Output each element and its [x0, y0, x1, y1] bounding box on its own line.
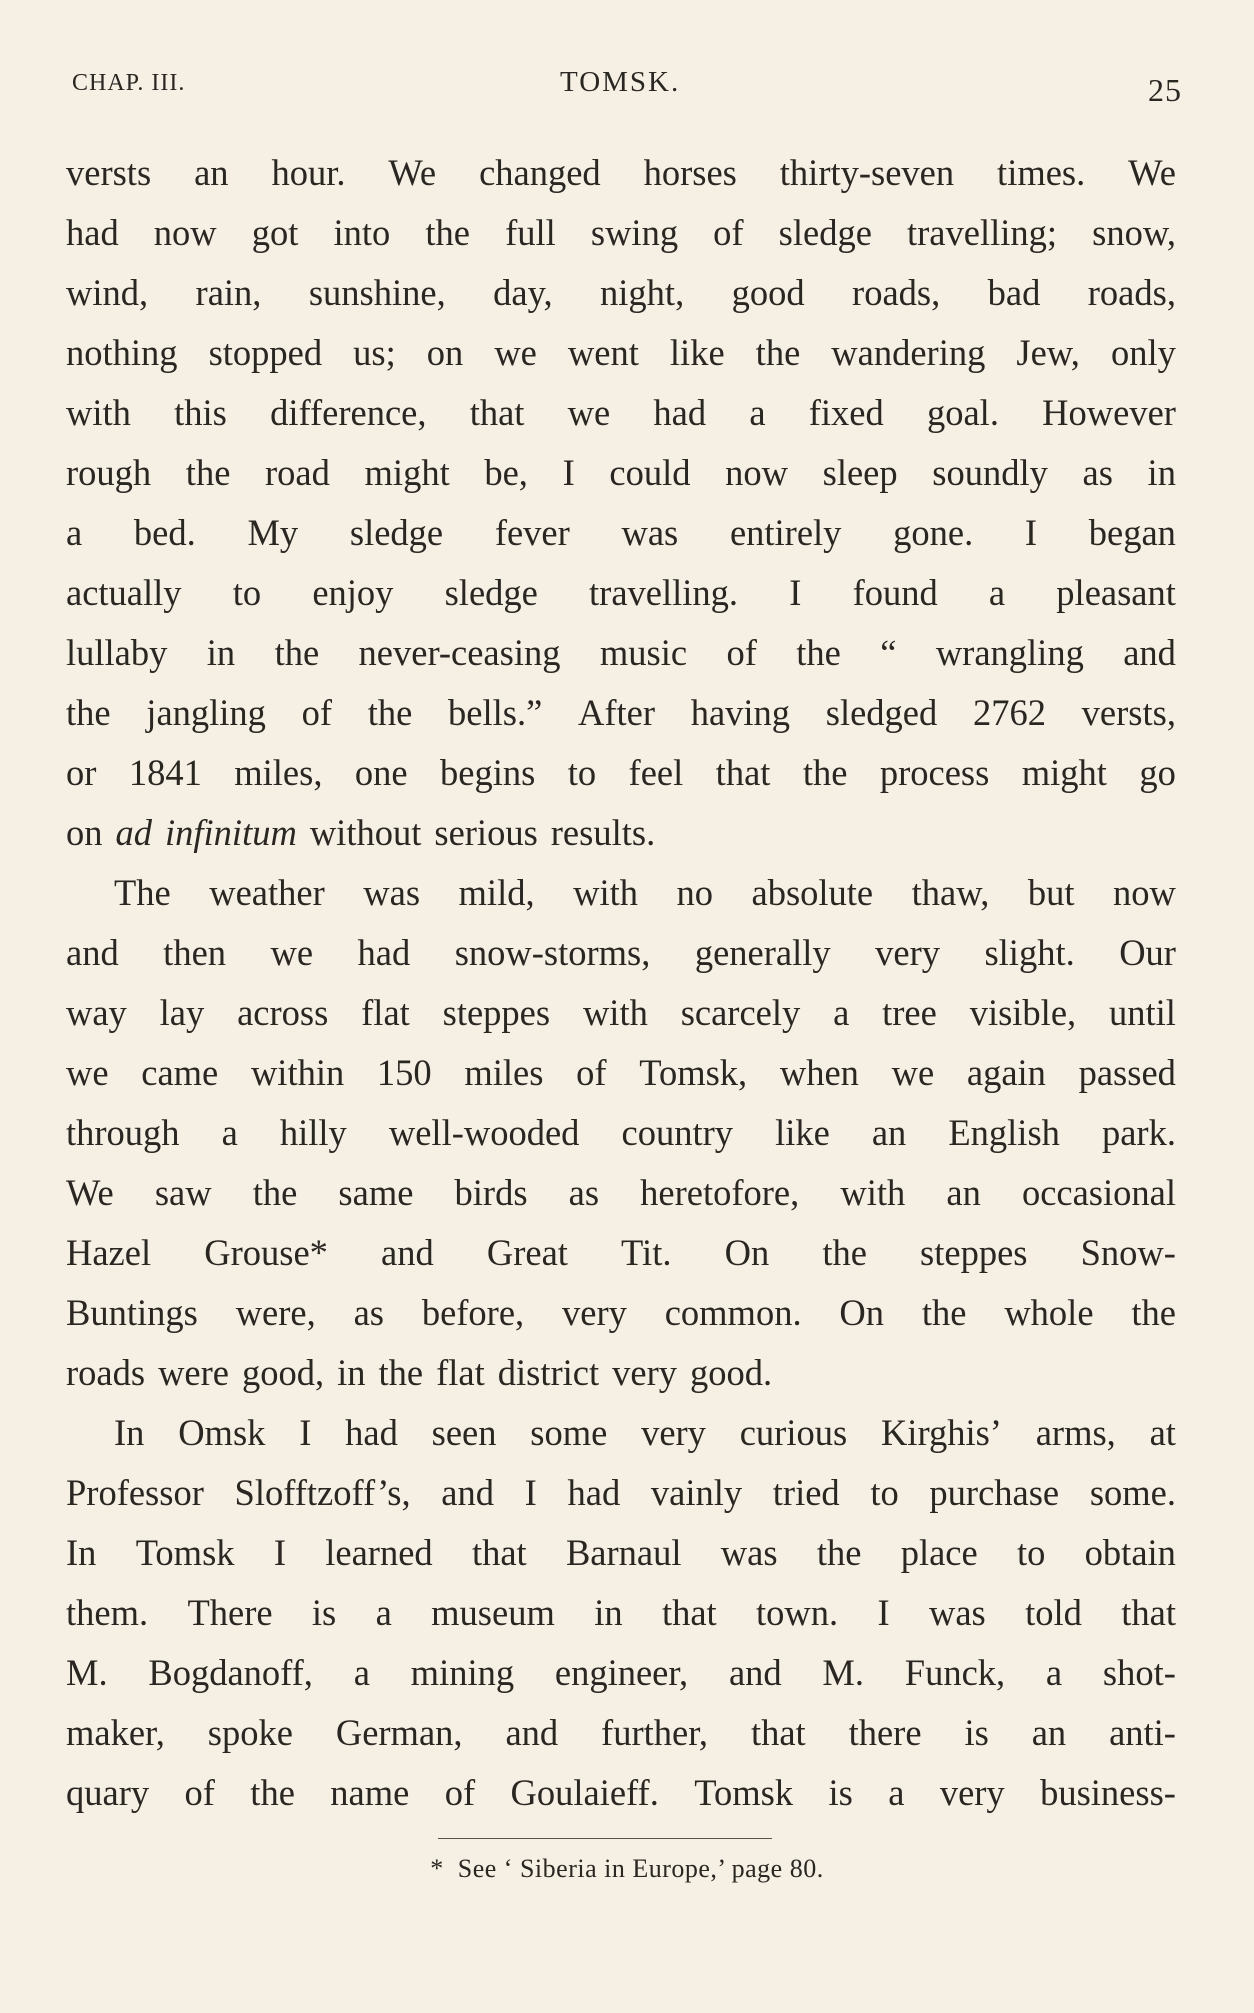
text-line: the jangling of the bells.” After having sledged 2762 versts,	[66, 692, 1176, 733]
text-line: on ad infinitum without serious results.	[66, 812, 656, 853]
text-line: versts an hour. We changed horses thirty-seven times. We	[66, 152, 1176, 193]
footnote-rule	[438, 1838, 772, 1839]
text-line: Buntings were, as before, very common. On the whole the	[66, 1292, 1176, 1333]
text-line: Hazel Grouse* and Great Tit. On the steppes Snow-	[66, 1232, 1176, 1273]
text-line: In Omsk I had seen some very curious Kirghis’ arms, at	[114, 1412, 1176, 1453]
text-line: or 1841 miles, one begins to feel that the process might go	[66, 752, 1176, 793]
text-line: Professor Slofftzoff’s, and I had vainly tried to purchase some.	[66, 1472, 1176, 1513]
text-line: way lay across flat steppes with scarcely a tree visible, until	[66, 992, 1176, 1033]
body-text	[66, 143, 1176, 1823]
text-line: M. Bogdanoff, a mining engineer, and M. Funck, a shot-	[66, 1652, 1176, 1693]
text-line: nothing stopped us; on we went like the wandering Jew, only	[66, 332, 1176, 373]
text-line: through a hilly well-wooded country like an English park.	[66, 1112, 1176, 1153]
text-line: We saw the same birds as heretofore, with an occasional	[66, 1172, 1176, 1213]
text-line: quary of the name of Goulaieff. Tomsk is a very business-	[66, 1772, 1176, 1813]
text-line: them. There is a museum in that town. I was told that	[66, 1592, 1176, 1633]
chapter-label: CHAP. III.	[72, 70, 186, 96]
text-line: we came within 150 miles of Tomsk, when we again passed	[66, 1052, 1176, 1093]
text-line: maker, spoke German, and further, that there is an anti-	[66, 1712, 1176, 1753]
text-line: actually to enjoy sledge travelling. I found a pleasant	[66, 572, 1176, 613]
text-line: with this difference, that we had a fixed goal. However	[66, 392, 1176, 433]
text-line: a bed. My sledge fever was entirely gone. I began	[66, 512, 1176, 553]
text-line: The weather was mild, with no absolute thaw, but now	[114, 872, 1176, 913]
text-line: lullaby in the never-ceasing music of the “ wrangling and	[66, 632, 1176, 673]
footnote-text: See ‘ Siberia in Europe,’ page 80.	[457, 1854, 824, 1883]
page-number: 25	[1148, 72, 1182, 108]
text-line: wind, rain, sunshine, day, night, good roads, bad roads,	[66, 272, 1176, 313]
footnote-marker: *	[430, 1854, 444, 1883]
text-line: and then we had snow-storms, generally very slight. Our	[66, 932, 1176, 973]
chapter-title: TOMSK.	[560, 66, 681, 98]
text-line: rough the road might be, I could now sleep soundly as in	[66, 452, 1176, 493]
text-line: In Tomsk I learned that Barnaul was the place to obtain	[66, 1532, 1176, 1573]
text-line: had now got into the full swing of sledge travelling; snow,	[66, 212, 1176, 253]
text-line: roads were good, in the flat district very good.	[66, 1352, 773, 1393]
footnote	[0, 1854, 1254, 1884]
running-head	[72, 66, 1182, 106]
